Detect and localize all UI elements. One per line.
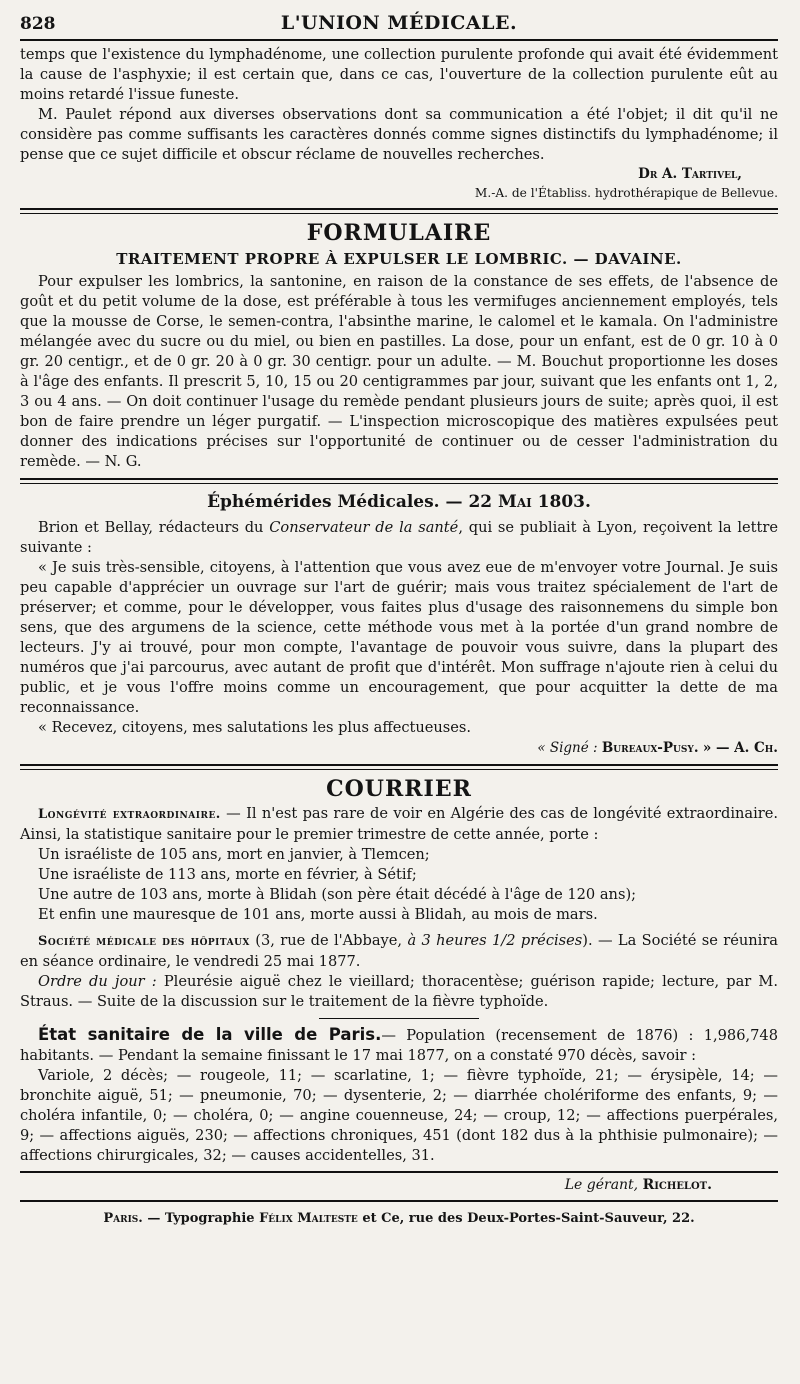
ephemerides-intro-end: , qui se publiait à Lyon, reçoivent la lettre suivante :: [20, 519, 778, 556]
list-item: Une autre de 103 ans, morte à Blidah (son père était décédé à l'âge de 120 ans);: [38, 886, 637, 903]
societe-label: Société médicale des hôpitaux: [38, 934, 250, 949]
societe-time: à 3 heures 1/2 précises: [407, 932, 583, 949]
courrier-section: [20, 776, 778, 1166]
footer-city: Paris.: [103, 1211, 143, 1226]
ephemerides-title: [20, 490, 778, 514]
longevite-label: Longévité extraordinaire.: [38, 807, 221, 822]
short-divider: [319, 1018, 479, 1019]
section-rule: [20, 478, 778, 484]
signed-end: » — A. Ch.: [702, 740, 778, 756]
journal-title: L'UNION MÉDICALE.: [280, 12, 518, 34]
footer-printer-name: Félix Malteste: [259, 1211, 358, 1226]
signed-label: « Signé :: [537, 740, 598, 756]
ordre-paragraph: [20, 972, 778, 1012]
ephemerides-title-date: — 22 Mai 1803.: [445, 492, 591, 512]
ephemerides-intro-text: Brion et Bellay, rédacteurs du: [38, 519, 270, 536]
longevite-paragraph: [20, 804, 778, 845]
intro-paragraph-2: M. Paulet répond aux diverses observations dont sa communication a été l'objet; il dit qu'il ne considère pas comme suffisants les caractères donnés comme signes distinctifs du lymphadénome; il pense que ce sujet difficile et obscur réclame de nouvelles recherches.: [20, 106, 778, 163]
letter-closing: « Recevez, citoyens, mes salutations les plus affectueuses.: [38, 719, 472, 736]
gerant-label: Le gérant,: [564, 1177, 639, 1193]
letter-signature: [20, 738, 778, 758]
longevite-text: — Il n'est pas rare de voir en Algérie des cas de longévité extraordinaire. Ainsi, la statistique sanitaire pour le premier trimestre de cette année, porte :: [20, 805, 779, 843]
footer-printer-prefix: — Typographie: [142, 1211, 260, 1226]
ordre-text: Pleurésie aiguë chez le vieillard; thoracentèse; guérison rapide; lecture, par M. Straus. — Suite de la discussion sur le traitement de la fièvre typhoïde.: [20, 973, 779, 1010]
bottom-rule: [20, 1171, 778, 1173]
letter-quote: [20, 558, 778, 738]
formulaire-body: Pour expulser les lombrics, la santonine, en raison de la constance de ses effets, de l'absence de goût et du petit volume de la dose, est préférable à tous les vermifuges anciennement employés, tels que la mousse de Corse, le semen-contra, l'absinthe marine, le calomel et le kamala. On l'administre mélangée avec du sucre ou du miel, ou bien en pastilles. La dose, pour un enfant, est de 0 gr. 10 à 0 gr. 20 centigr., et de 0 gr. 20 à 0 gr. 30 centigr. pour un adulte. — M. Bouchut proportionne les doses à l'âge des enfants. Il prescrit 5, 10, 15 ou 20 centigrammes par jour, suivant que les enfants ont 1, 2, 3 ou 4 ans. — On doit continuer l'usage du remède pendant plusieurs jours de suite; après quoi, il est bon de faire prendre un léger purgatif. — L'inspection microscopique des matières expulsées peut donner des indications précises sur l'opportunité de continuer ou de cesser l'administration du remède. — N. G.: [20, 273, 778, 470]
section-rule: [20, 764, 778, 770]
letter-body: « Je suis très-sensible, citoyens, à l'attention que vous avez eue de m'envoyer votre Journal. Je suis peu capable d'apprécier un ouvrage sur l'art de guérir; mais vous traitez spécialement de l'art de préserver; et comme, pour le développer, vous faites plus d'usage des raisonnemens du simple bon sens, que des argumens de la science, cette méthode vous met à la portée d'un grand nombre de lecteurs. J'y ai trouvé, pour mon compte, l'avantage de pouvoir vous suivre, dans la plupart des numéros que j'ai parcourus, avec autant de profit que d'intérêt. Mon suffrage n'ajoute rien à celui du public, et je vous l'offre moins comme un encouragement, que pour acquitter la dette de ma reconnaissance.: [20, 559, 778, 716]
formulaire-section: [20, 220, 778, 472]
intro-section: [20, 45, 778, 202]
courrier-title: COURRIER: [326, 776, 472, 802]
page-number: 828: [20, 14, 56, 34]
signature-title: M.-A. de l'Établiss. hydrothérapique de Bellevue.: [474, 186, 778, 200]
gerant-name: Richelot.: [642, 1177, 712, 1193]
intro-signature: [20, 165, 778, 184]
journal-name: Conservateur de la santé: [269, 519, 459, 536]
page-header: [20, 0, 778, 34]
section-rule: [20, 208, 778, 214]
list-item: Et enfin une mauresque de 101 ans, morte aussi à Blidah, au mois de mars.: [38, 906, 598, 923]
intro-paragraph-1: temps que l'existence du lymphadénome, une collection purulente profonde qui avait été évidemment la cause de l'asphyxie; il est certain que, dans ce cas, l'ouverture de la collection purulente eût au moins retardé l'issue funeste.: [20, 46, 778, 103]
formulaire-subtitle: TRAITEMENT PROPRE À EXPULSER LE LOMBRIC. — DAVAINE.: [116, 250, 682, 268]
ephemerides-intro: [20, 518, 778, 558]
printer-footer: [20, 1208, 778, 1230]
societe-paragraph: [20, 931, 778, 972]
etat-title: État sanitaire de la ville de Paris.: [38, 1025, 382, 1044]
ephemerides-section: [20, 490, 778, 758]
societe-text: ). — La Société se réunira en séance ordinaire, le vendredi 25 mai 1877.: [20, 932, 779, 970]
footer-rule: [20, 1200, 778, 1202]
etat-text: — Population (recensement de 1876) : 1,986,748 habitants. — Pendant la semaine finissant le 17 mai 1877, on a constaté 970 décès, savoir :: [20, 1027, 779, 1064]
gerant-signature: [20, 1175, 778, 1195]
societe-address: (3, rue de l'Abbaye,: [255, 932, 408, 949]
footer-printer-address: et Ce, rue des Deux-Portes-Saint-Sauveur, 22.: [357, 1211, 695, 1226]
etat-detail: Variole, 2 décès; — rougeole, 11; — scarlatine, 1; — fièvre typhoïde, 21; — érysipèle, 14; — bronchite aiguë, 51; — pneumonie, 70; — dysenterie, 2; — diarrhée cholériforme des enfants, 9; — choléra infantile, 0; — choléra, 0; — angine couenneuse, 24; — croup, 12; — affections puerpérales, 9; — affections aiguës, 230; — affections chroniques, 451 (dont 182 dus à la phthisie pulmonaire); — affections chirurgicales, 32; — causes accidentelles, 31.: [20, 1067, 778, 1164]
longevity-cases: [20, 845, 778, 925]
formulaire-title: FORMULAIRE: [306, 220, 492, 246]
signed-name: Bureaux-Pusy.: [601, 740, 699, 756]
list-item: Un israéliste de 105 ans, mort en janvier, à Tlemcen;: [38, 846, 430, 863]
ordre-label: Ordre du jour :: [38, 973, 157, 990]
signature-name: Dr A. Tartivel,: [638, 166, 742, 182]
list-item: Une israéliste de 113 ans, morte en février, à Sétif;: [38, 866, 417, 883]
ephemerides-title-main: Éphémérides Médicales.: [207, 492, 440, 512]
etat-paragraph: [20, 1025, 778, 1066]
